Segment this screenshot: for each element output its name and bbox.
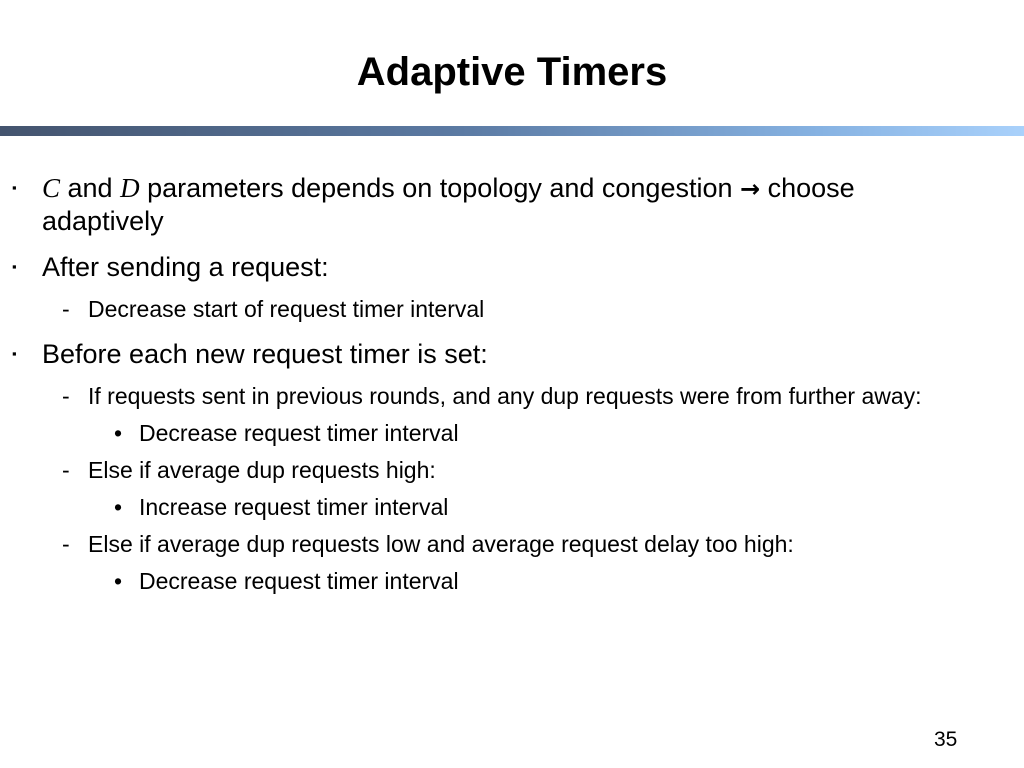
bullet-after-sending xyxy=(0,251,1024,283)
dash-bullet-icon: - xyxy=(62,457,70,483)
variable-c: C xyxy=(42,173,61,203)
dash-bullet-icon: - xyxy=(62,296,70,322)
dash-bullet-icon: - xyxy=(62,531,70,557)
sub-sub-bullet-text: Increase request timer interval xyxy=(139,494,449,520)
sub-sub-bullet-increase xyxy=(0,495,1024,520)
bullet-c-d-parameters xyxy=(0,172,1024,237)
sub-bullet-decrease-start xyxy=(0,297,1024,322)
dot-bullet-icon: • xyxy=(114,568,123,594)
page-number: 35 xyxy=(934,728,958,751)
slide-body xyxy=(0,172,1024,606)
sub-bullet-text: Else if average dup requests low and average request delay too high: xyxy=(88,531,794,557)
sub-bullet-text: If requests sent in previous rounds, and any dup requests were from further away: xyxy=(88,383,922,409)
bullet-text: Before each new request timer is set: xyxy=(42,339,488,369)
dot-bullet-icon: • xyxy=(114,494,123,520)
bullet-text-end: choose adaptively xyxy=(42,173,855,236)
sub-bullet-else-high xyxy=(0,458,1024,483)
square-bullet-icon: ▪ xyxy=(12,346,17,361)
variable-d: D xyxy=(120,173,140,203)
dash-bullet-icon: - xyxy=(62,383,70,409)
bullet-text: parameters depends on topology and congestion xyxy=(139,173,740,203)
sub-bullet-else-low xyxy=(0,532,1024,557)
bullet-text: After sending a request: xyxy=(42,252,329,282)
title-divider xyxy=(0,126,1024,136)
sub-bullet-text: Decrease start of request timer interval xyxy=(88,296,485,322)
sub-bullet-if-requests-sent xyxy=(0,384,1024,409)
bullet-text-and: and xyxy=(60,173,121,203)
right-arrow-icon: → xyxy=(740,175,761,203)
sub-sub-bullet-decrease-2 xyxy=(0,569,1024,594)
bullet-before-each xyxy=(0,338,1024,370)
sub-sub-bullet-text: Decrease request timer interval xyxy=(139,568,459,594)
sub-bullet-text: Else if average dup requests high: xyxy=(88,457,436,483)
square-bullet-icon: ▪ xyxy=(12,180,17,195)
dot-bullet-icon: • xyxy=(114,420,123,446)
square-bullet-icon: ▪ xyxy=(12,259,17,274)
slide-title: Adaptive Timers xyxy=(356,50,668,94)
sub-sub-bullet-decrease xyxy=(0,421,1024,446)
sub-sub-bullet-text: Decrease request timer interval xyxy=(139,420,459,446)
